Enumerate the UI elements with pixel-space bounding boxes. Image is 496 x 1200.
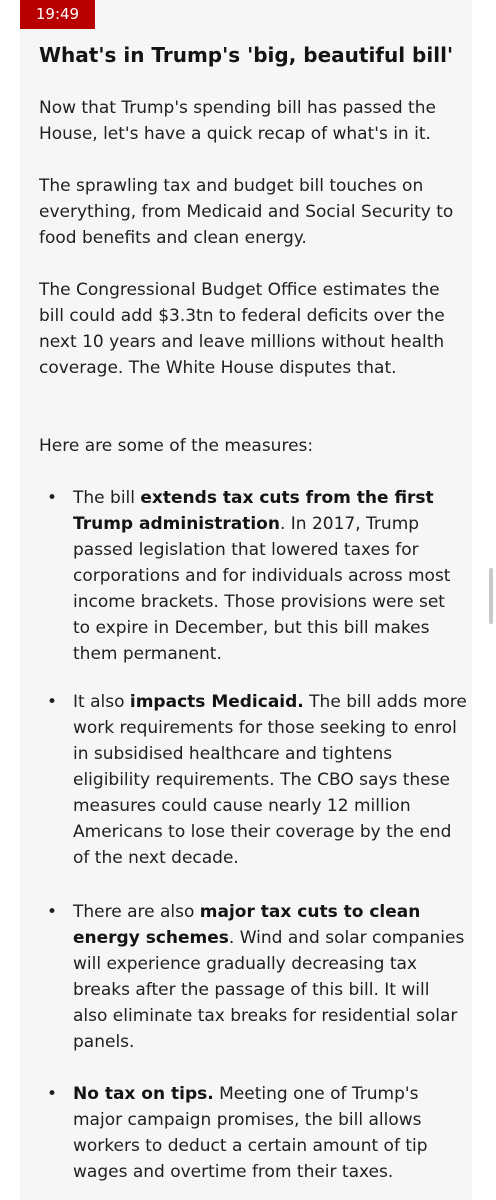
bullet-marker: • [46,692,58,712]
scrollbar-thumb[interactable] [489,568,493,624]
list-item-text: No tax on tips. Meeting one of Trump's major campaign promises, the bill allows workers to deduct a certain amount of tip wages and overtime from their taxes. [73,1084,428,1182]
bullet-marker: • [46,1084,58,1104]
paragraph-cbo: The Congressional Budget Office estimates the bill could add $3.3tn to federal deficits over the next 10 years and leave millions without health coverage. The White House disputes that. [39,280,445,378]
timestamp-badge: 19:49 [20,0,95,29]
list-item-tips [39,1081,467,1185]
paragraph-measures-intro: Here are some of the measures: [39,436,314,456]
bullet-marker: • [46,902,58,922]
list-item-medicaid [39,689,467,871]
list-item-clean-energy [39,899,467,1055]
list-item-text: The bill extends tax cuts from the first Trump administration. In 2017, Trump passed legislation that lowered taxes for corporations and for individuals across most income brackets. Those provisions were set to expire in December, but this bill makes them permanent. [73,488,451,664]
bullet-marker: • [46,488,58,508]
live-post-card [20,0,472,1200]
post-headline: What's in Trump's 'big, beautiful bill' [39,43,454,67]
list-item-text: It also impacts Medicaid. The bill adds more work requirements for those seeking to enrol in subsidised healthcare and tightens eligibility requirements. The CBO says these measures could cause nearly 12 million Americans to lose their coverage by the end of the next decade. [73,692,467,868]
list-item-text: There are also major tax cuts to clean energy schemes. Wind and solar companies will experience gradually decreasing tax breaks after the passage of this bill. It will also eliminate tax breaks for residential solar panels. [73,902,465,1052]
list-item-tax-cuts [39,485,467,667]
paragraph-scope: The sprawling tax and budget bill touches on everything, from Medicaid and Social Security to food benefits and clean energy. [39,176,454,248]
paragraph-intro: Now that Trump's spending bill has passed the House, let's have a quick recap of what's in it. [39,98,436,144]
